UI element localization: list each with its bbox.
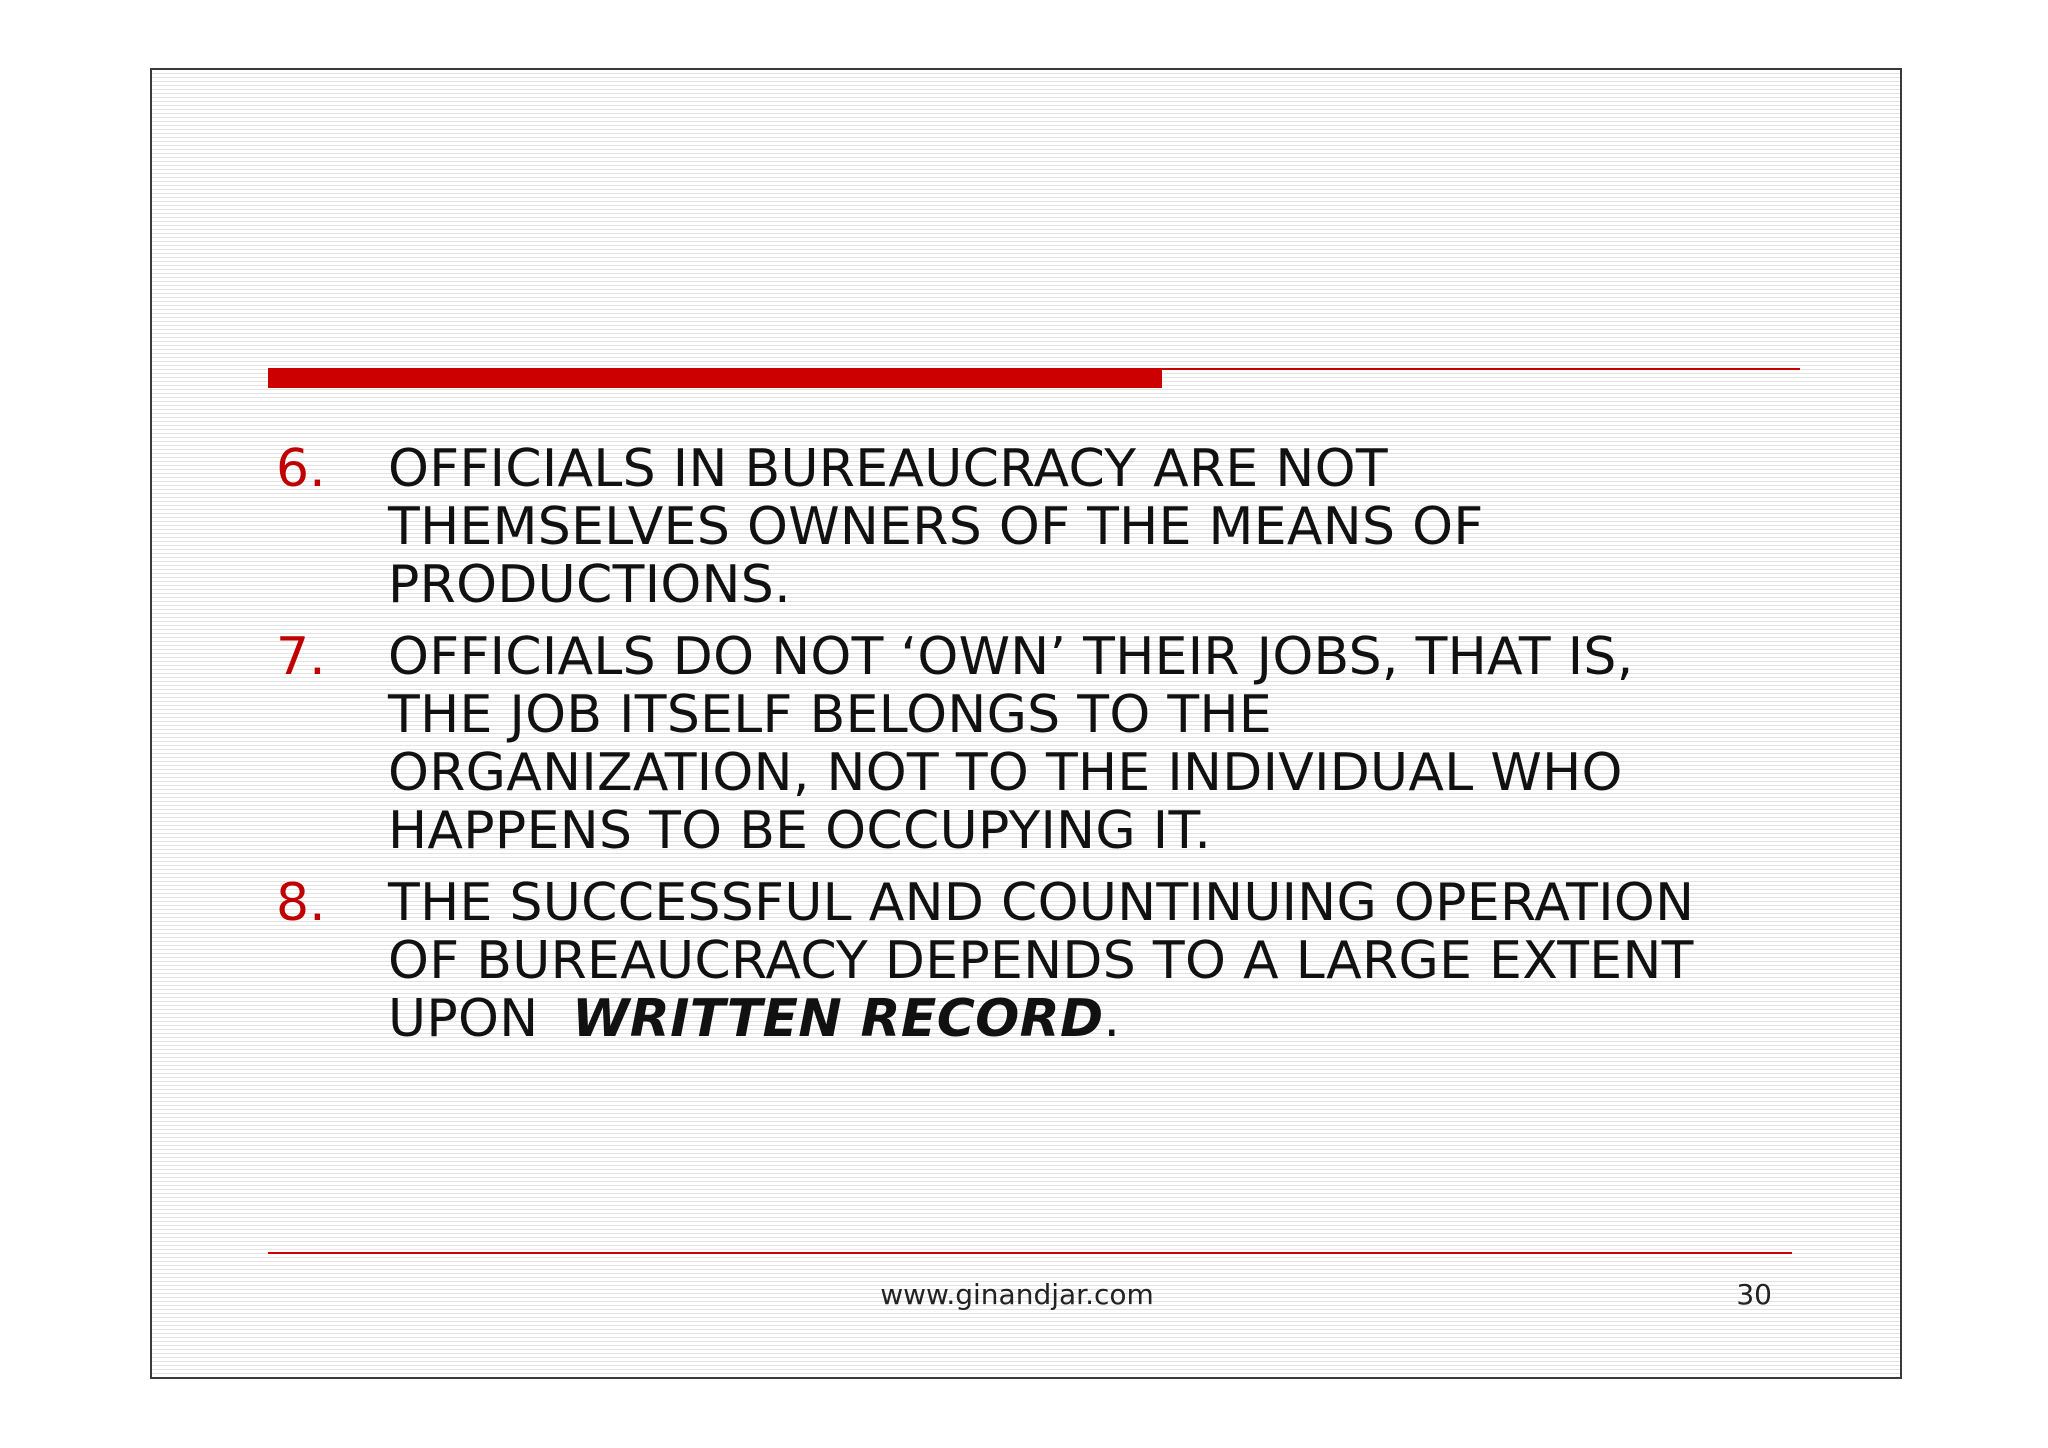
list-text-line: THE JOB ITSELF BELONGS TO THE xyxy=(388,685,1273,745)
title-rule-thick xyxy=(268,368,1162,388)
list-text-line: THEMSELVES OWNERS OF THE MEANS OF xyxy=(388,497,1484,557)
list-text-line: THE SUCCESSFUL AND COUNTINUING OPERATION xyxy=(388,873,1695,933)
page-number: 30 xyxy=(1736,1278,1772,1311)
list-text xyxy=(388,440,1808,614)
list-item-8 xyxy=(152,874,1900,1048)
list-item-6 xyxy=(152,440,1900,614)
list-text-line-last xyxy=(388,990,1808,1048)
slide xyxy=(150,68,1902,1379)
title-rule-thin xyxy=(1162,368,1800,370)
numbered-list xyxy=(152,440,1900,1062)
last-line-suffix: . xyxy=(1103,989,1121,1049)
list-text-line: ORGANIZATION, NOT TO THE INDIVIDUAL WHO xyxy=(388,743,1623,803)
list-text xyxy=(388,628,1808,860)
list-text-line: OFFICIALS DO NOT ‘OWN’ THEIR JOBS, THAT IS, xyxy=(388,627,1634,687)
list-number: 6. xyxy=(276,439,326,499)
list-number: 7. xyxy=(276,627,326,687)
list-text-line: HAPPENS TO BE OCCUPYING IT. xyxy=(388,801,1212,861)
list-item-7 xyxy=(152,628,1900,860)
list-text xyxy=(388,874,1808,1048)
list-number: 8. xyxy=(276,873,326,933)
footer-rule xyxy=(268,1252,1792,1254)
footer-url: www.ginandjar.com xyxy=(880,1278,1154,1311)
emphasized-text: WRITTEN RECORD xyxy=(572,989,1104,1049)
list-text-line: OFFICIALS IN BUREAUCRACY ARE NOT xyxy=(388,439,1388,499)
last-line-prefix: UPON xyxy=(388,989,573,1049)
list-text-line: PRODUCTIONS. xyxy=(388,555,791,615)
list-text-line: OF BUREAUCRACY DEPENDS TO A LARGE EXTENT xyxy=(388,931,1694,991)
